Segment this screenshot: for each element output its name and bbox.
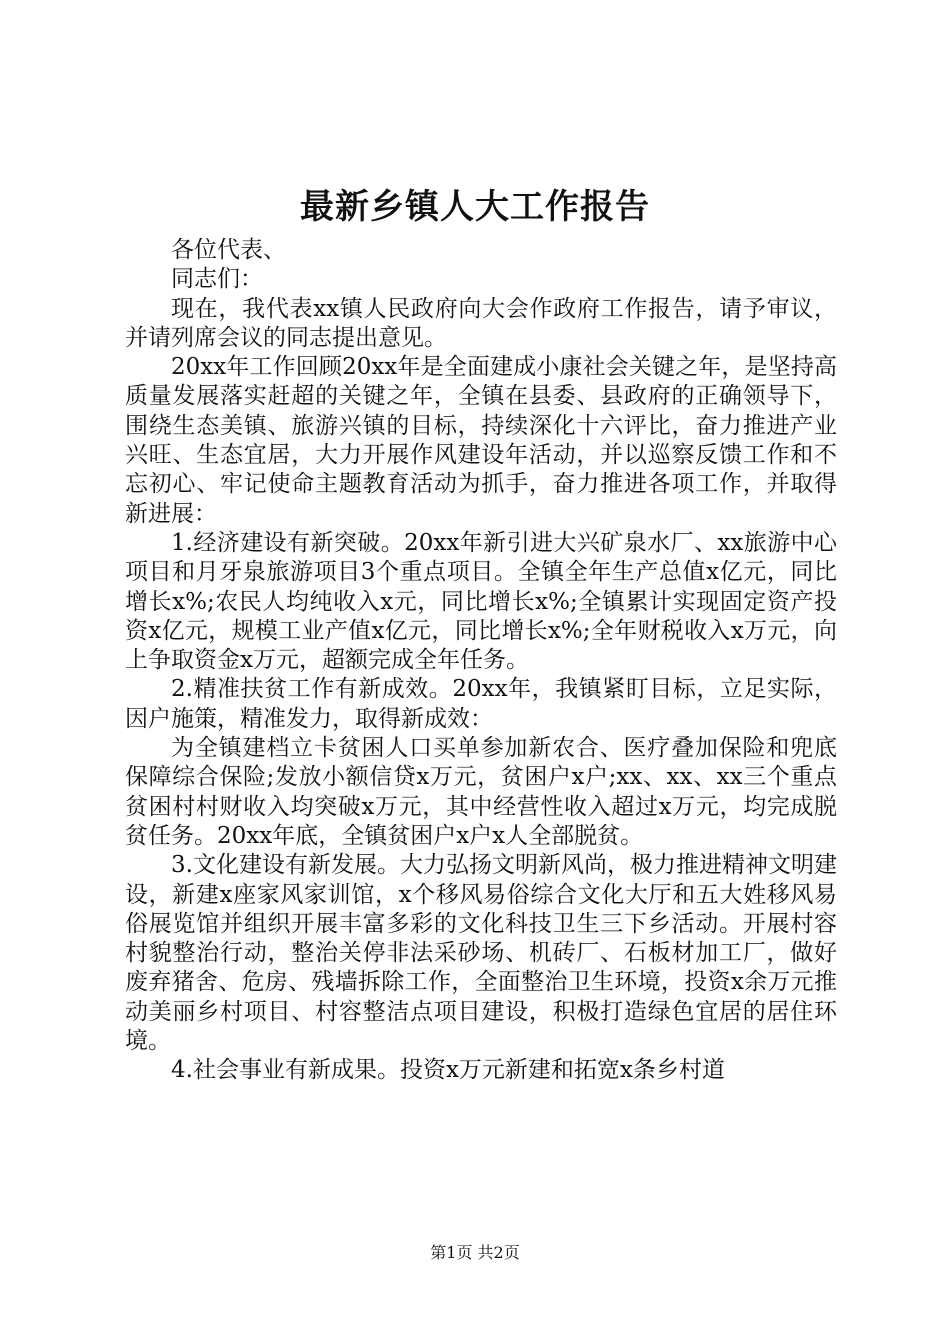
document-title: 最新乡镇人大工作报告 [300,187,650,227]
paragraph-social: 4.社会事业有新成果。投资x万元新建和拓宽x条乡村道 [171,1057,725,1084]
paragraph-intro: 现在，我代表xx镇人民政府向大会作政府工作报告，请予审议，并请列席会议的同志提出意见。 [125,295,837,351]
paragraph-poverty: 2.精准扶贫工作有新成效。20xx年，我镇紧盯目标，立足实际，因户施策，精准发力，取得新成效： [125,676,837,732]
page-footer: 第1页 共2页 [430,1243,520,1262]
paragraph-culture: 3.文化建设有新发展。大力弘扬文明新风尚，极力推进精神文明建设，新建x座家风家训馆，x个移风易俗综合文化大厅和五大姓移风易俗展览馆并组织开展丰富多彩的文化科技卫生三下乡活动。开展村容村貌整治行动，整治关停非法采砂场、机砖厂、石板材加工厂，做好废弃猪舍、危房、残墙拆除工作，全面整治卫生环境，投资x余万元推动美丽乡村项目、村容整洁点项目建设，积极打造绿色宜居的居住环境。 [125,852,837,1055]
document-body [125,236,837,1086]
paragraph-economy: 1.经济建设有新突破。20xx年新引进大兴矿泉水厂、xx旅游中心项目和月牙泉旅游项目3个重点项目。全镇全年生产总值x亿元，同比增长x%;农民人均纯收入x元，同比增长x%;全镇累计实现固定资产投资x亿元，规模工业产值x亿元，同比增长x%;全年财税收入x万元，向上争取资金x万元，超额完成全年任务。 [125,529,837,674]
salutation-line-1: 各位代表、 [171,237,286,263]
paragraph-poverty-detail: 为全镇建档立卡贫困人口买单参加新农合、医疗叠加保险和兜底保障综合保险;发放小额信贷x万元，贫困户x户;xx、xx、xx三个重点贫困村村财收入均突破x万元，其中经营性收入超过x万元，均完成脱贫任务。20xx年底，全镇贫困户x户x人全部脱贫。 [125,735,837,849]
salutation-line-2: 同志们： [171,266,263,293]
paragraph-review: 20xx年工作回顾20xx年是全面建成小康社会关键之年，是坚持高质量发展落实赶超的关键之年，全镇在县委、县政府的正确领导下，围绕生态美镇、旅游兴镇的目标，持续深化十六评比，奋力推进产业兴旺、生态宜居，大力开展作风建设年活动，并以巡察反馈工作和不忘初心、牢记使命主题教育活动为抓手，奋力推进各项工作，并取得新进展： [125,354,837,527]
